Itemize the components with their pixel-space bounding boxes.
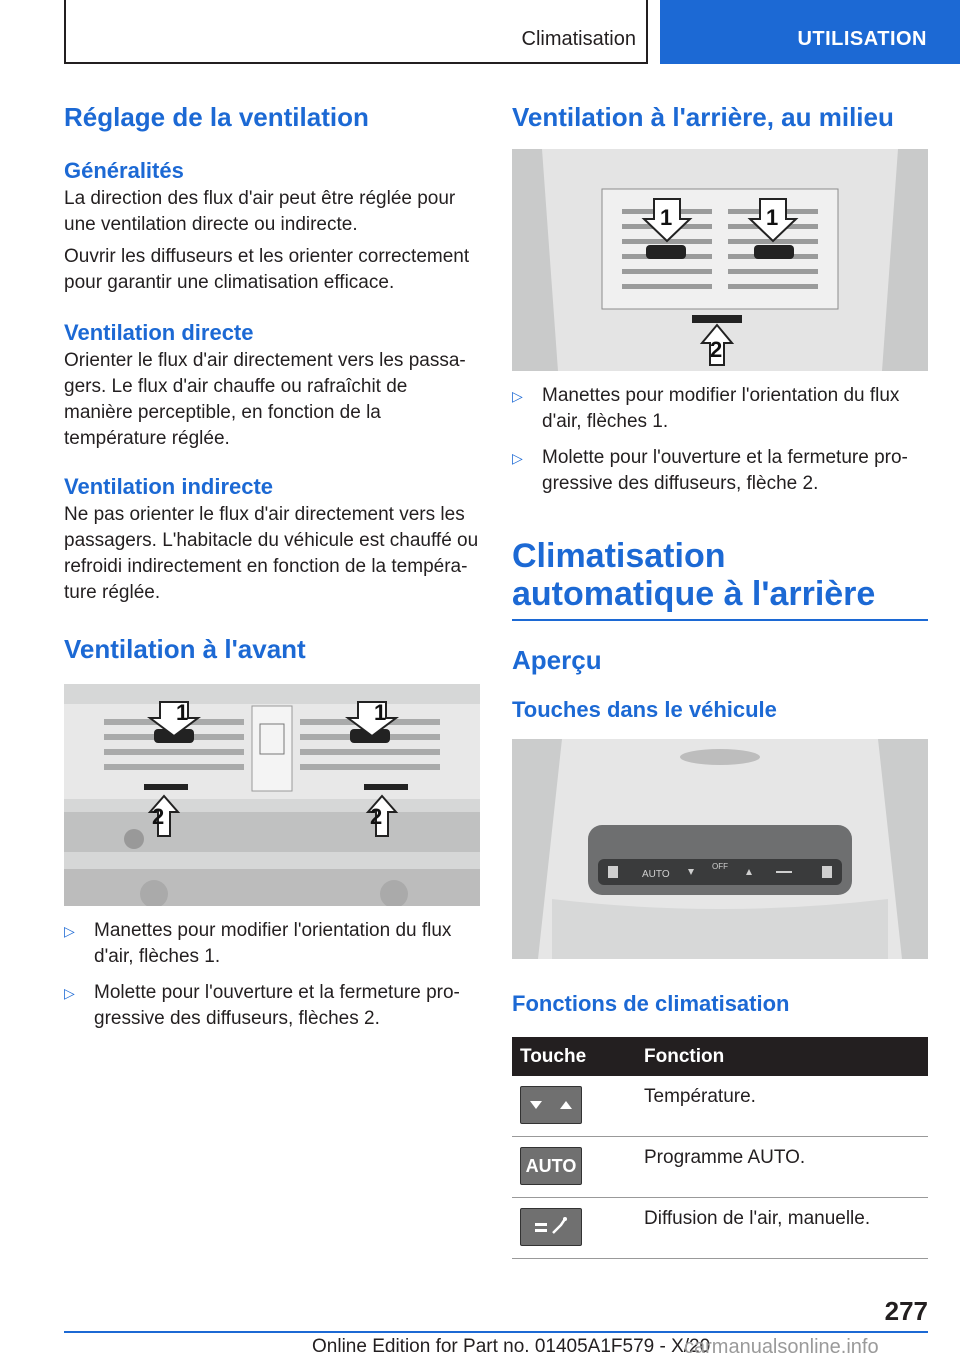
table-row [512, 1198, 928, 1259]
list-item [64, 918, 480, 970]
front-bullet-list [64, 918, 480, 1032]
rear-panel-illustration [512, 739, 928, 959]
table-cell-key [512, 1137, 636, 1198]
front-arrow-label-1b: 1 [374, 700, 387, 725]
front-arrow-label-2a: 2 [152, 804, 165, 829]
indirect-ventilation-heading: Ventilation indirecte [64, 474, 274, 499]
direct-ventilation-text: Orienter le flux d'air directement vers les passagers. Le flux d'air chauffe ou rafraîchit de manière perceptible, en fonction de la température réglée. [64, 350, 466, 449]
panel-label-auto: AUTO [642, 869, 670, 880]
front-arrow-label-1a: 1 [176, 700, 189, 725]
rear-arrow-label-1b: 1 [766, 205, 779, 230]
list-item [64, 980, 480, 1032]
list-item-text: Molette pour l'ouverture et la fermeture progressive des diffuseurs, flèche 2. [542, 447, 908, 494]
keys-heading: Touches dans le véhicule [512, 697, 777, 722]
general-paragraph-2: Ouvrir les diffuseurs et les orienter correctement pour garantir une climatisation efficace. [64, 246, 470, 293]
table-header-function: Fonction [636, 1037, 928, 1076]
auto-key-icon: AUTO [520, 1147, 582, 1185]
rear-vents-illustration [512, 149, 928, 371]
watermark: carmanualsonline.info [684, 1336, 879, 1358]
page-number: 277 [884, 1296, 928, 1326]
auto-climate-title: Climatisation automatique à l'arrière [512, 537, 928, 621]
front-vents-figure [64, 684, 480, 906]
triangle-bullet-icon: ▷ [512, 450, 523, 466]
list-item-text: Molette pour l'ouverture et la fermeture progressive des diffuseurs, flèches 2. [94, 982, 460, 1029]
list-item [512, 445, 928, 497]
panel-label-off: OFF [712, 862, 728, 871]
front-vents-illustration [64, 684, 480, 906]
list-item [512, 383, 928, 435]
list-item-text: Manettes pour modifier l'orientation du flux d'air, flèches 1. [94, 920, 452, 967]
footer-divider [64, 1331, 928, 1333]
chapter-tab [660, 0, 960, 64]
left-column [64, 100, 480, 1042]
functions-table [512, 1037, 928, 1259]
front-ventilation-heading: Ventilation à l'avant [64, 634, 306, 664]
triangle-bullet-icon: ▷ [64, 923, 75, 939]
section-title: Climatisation [521, 28, 636, 50]
right-column [512, 100, 928, 1259]
rear-bullet-list [512, 383, 928, 497]
overview-heading: Aperçu [512, 645, 602, 675]
table-row [512, 1076, 928, 1137]
indirect-ventilation-text: Ne pas orienter le flux d'air directement vers les passagers. L'habitacle du véhicule est chauffé ou refroidi indirectement en fonction de la température réglée. [64, 504, 479, 603]
general-paragraph-1: La direction des flux d'air peut être réglée pour une ventilation directe ou indirecte. [64, 188, 456, 235]
general-heading: Généralités [64, 158, 184, 183]
rear-vents-figure [512, 149, 928, 371]
table-header-key: Touche [512, 1037, 636, 1076]
rear-panel-figure [512, 739, 928, 959]
triangle-bullet-icon: ▷ [512, 388, 523, 404]
chapter-title: UTILISATION [797, 28, 927, 50]
air-distribution-icon [520, 1208, 582, 1246]
temperature-arrows-icon [520, 1086, 582, 1124]
rear-arrow-label-1a: 1 [660, 205, 673, 230]
functions-heading: Fonctions de climatisation [512, 991, 790, 1016]
list-item-text: Manettes pour modifier l'orientation du flux d'air, flèches 1. [542, 385, 900, 432]
ventilation-title: Réglage de la ventilation [64, 102, 369, 132]
table-cell-function: Diffusion de l'air, manuelle. [636, 1198, 928, 1259]
rear-ventilation-heading: Ventilation à l'arrière, au milieu [512, 102, 894, 132]
triangle-bullet-icon: ▷ [64, 985, 75, 1001]
table-cell-function: Programme AUTO. [636, 1137, 928, 1198]
table-row [512, 1137, 928, 1198]
table-cell-function: Température. [636, 1076, 928, 1137]
direct-ventilation-heading: Ventilation directe [64, 320, 254, 345]
rear-arrow-label-2: 2 [710, 337, 723, 362]
front-arrow-label-2b: 2 [370, 804, 383, 829]
table-cell-key [512, 1076, 636, 1137]
table-cell-key [512, 1198, 636, 1259]
edition-text: Online Edition for Part no. 01405A1F579 - X/20 [312, 1336, 711, 1357]
